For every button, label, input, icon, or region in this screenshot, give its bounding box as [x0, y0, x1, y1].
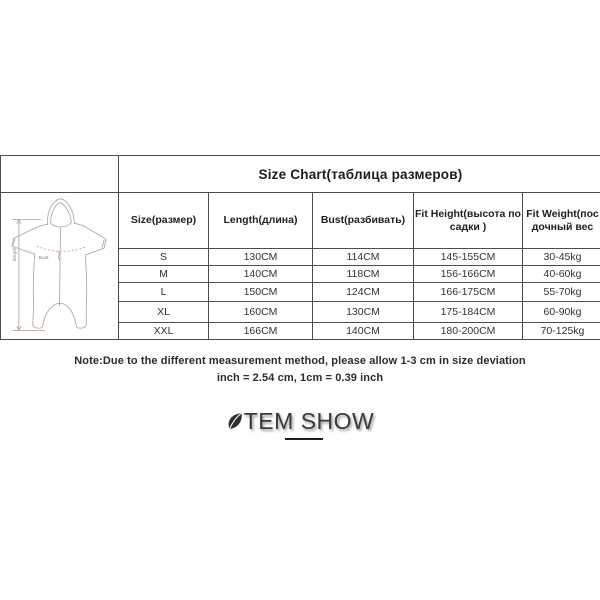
cell-fit-height-s: 145-155CM [414, 249, 523, 266]
cell-length-s: 130CM [209, 249, 313, 266]
garment-line-art [1, 193, 118, 339]
cell-size-s: S [119, 249, 209, 266]
cell-fit-height-m: 156-166CM [414, 266, 523, 283]
zipper-line [60, 228, 61, 305]
cell-bust-xxl: 140CM [313, 323, 414, 340]
cell-size-xl: XL [119, 302, 209, 323]
bust-measure-line [37, 246, 86, 251]
cell-size-m: M [119, 266, 209, 283]
column-header-length: Length(длина) [209, 193, 313, 249]
cell-size-xxl: XXL [119, 323, 209, 340]
hood-inner-line [51, 203, 72, 224]
column-header-bust: Bust(разбивать) [313, 193, 414, 249]
cell-bust-l: 124CM [313, 283, 414, 302]
cell-size-l: L [119, 283, 209, 302]
cell-fit-height-l: 166-175CM [414, 283, 523, 302]
cell-fit-weight-m: 40-60kg [523, 266, 600, 283]
size-chart-table [0, 155, 600, 340]
table-corner-cell [1, 156, 119, 193]
logo-text: TEM SHOW [243, 408, 375, 434]
cell-length-xxl: 166CM [209, 323, 313, 340]
cell-bust-xl: 130CM [313, 302, 414, 323]
leaf-swirl-icon [226, 412, 243, 432]
hood-chin-line [51, 222, 72, 227]
brand-logo [0, 408, 600, 440]
length-label: length [12, 247, 18, 262]
garment-diagram-cell [1, 193, 119, 340]
cell-length-m: 140CM [209, 266, 313, 283]
cell-length-xl: 160CM [209, 302, 313, 323]
column-header-fit-weight: Fit Weight(пос дочный вес [523, 193, 600, 249]
cell-fit-height-xxl: 180-200CM [414, 323, 523, 340]
cell-length-l: 150CM [209, 283, 313, 302]
logo-underline [285, 438, 323, 440]
cell-fit-weight-xl: 60-90kg [523, 302, 600, 323]
cell-fit-weight-s: 30-45kg [523, 249, 600, 266]
note-line-1: Note:Due to the different measurement method, please allow 1-3 cm in size deviation [74, 355, 526, 367]
measurement-note [0, 353, 600, 386]
column-header-fit-height: Fit Height(высота по садки ) [414, 193, 523, 249]
cell-fit-height-xl: 175-184CM [414, 302, 523, 323]
table-title: Size Chart(таблица размеров) [119, 156, 600, 193]
cell-fit-weight-l: 55-70kg [523, 283, 600, 302]
zipper-pull [59, 251, 60, 260]
cell-bust-s: 114CM [313, 249, 414, 266]
bust-label: Bust [38, 256, 49, 262]
note-line-2: inch = 2.54 cm, 1cm = 0.39 inch [216, 371, 384, 384]
cell-bust-m: 118CM [313, 266, 414, 283]
cell-fit-weight-xxl: 70-125kg [523, 323, 600, 340]
column-header-size: Size(размер) [119, 193, 209, 249]
